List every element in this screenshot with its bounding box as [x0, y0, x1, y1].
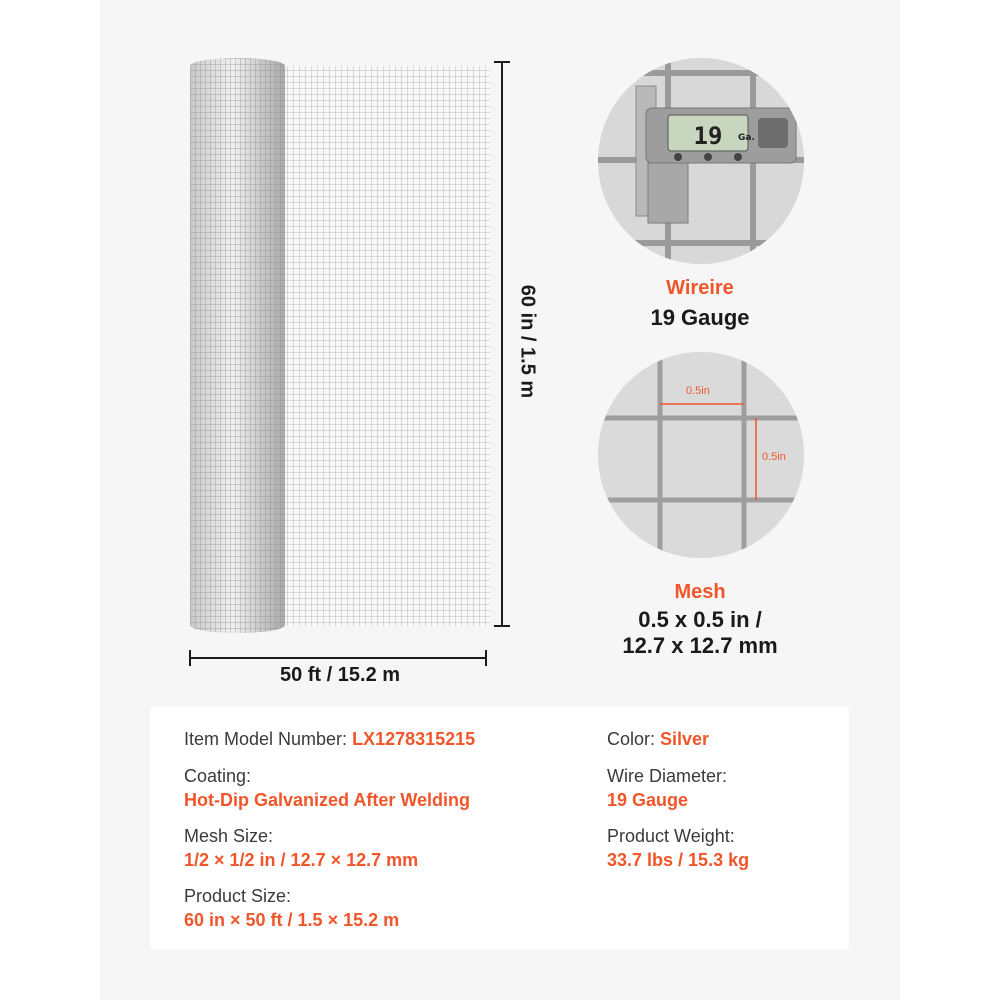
spec-color-value: Silver: [660, 729, 710, 749]
mesh-roll-image: [185, 58, 495, 638]
mesh-value-line1: 0.5 x 0.5 in /: [638, 607, 762, 632]
spec-coating-value: [184, 788, 470, 812]
spec-model-number: [184, 727, 475, 751]
spec-weight-text: 33.7 lbs / 15.3 kg: [607, 850, 750, 870]
mesh-title: Mesh: [674, 581, 726, 603]
spec-wire-text: 19 Gauge: [607, 790, 689, 810]
svg-text:Ga.: Ga.: [738, 133, 755, 143]
caliper-detail-image: [598, 58, 804, 264]
spec-size-label: Product Size:: [184, 886, 292, 906]
wire-title: Wireire: [666, 277, 734, 299]
height-dimension-line: [490, 60, 514, 630]
spec-weight-label: Product Weight:: [607, 826, 735, 846]
width-label: 50 ft / 15.2 m: [279, 664, 401, 686]
spec-mesh-value: [184, 848, 418, 872]
mesh-horizontal-measure: 0.5in: [686, 385, 710, 397]
spec-coating-label: Coating:: [184, 766, 252, 786]
spec-wire-value: [607, 788, 688, 812]
spec-color-label: Color:: [607, 729, 661, 749]
spec-model-value: LX1278315215: [352, 729, 476, 749]
spec-mesh-label: Mesh Size:: [184, 826, 274, 846]
spec-size-value: [184, 908, 399, 932]
spec-wire-label: Wire Diameter:: [607, 766, 728, 786]
mesh-value-line2: 12.7 x 12.7 mm: [622, 633, 778, 658]
spec-color: [607, 727, 709, 751]
height-label: 60 in / 1.5 m: [516, 284, 539, 399]
mesh-vertical-measure: 0.5in: [762, 451, 786, 463]
spec-size-text: 60 in × 50 ft / 1.5 × 15.2 m: [184, 910, 400, 930]
wire-value: 19 Gauge: [650, 305, 750, 330]
spec-model-label: Item Model Number:: [184, 729, 353, 749]
spec-weight-value: [607, 848, 749, 872]
svg-text:19: 19: [693, 122, 723, 150]
spec-mesh-text: 1/2 × 1/2 in / 12.7 × 12.7 mm: [184, 850, 419, 870]
spec-coating-text: Hot-Dip Galvanized After Welding: [184, 790, 471, 810]
